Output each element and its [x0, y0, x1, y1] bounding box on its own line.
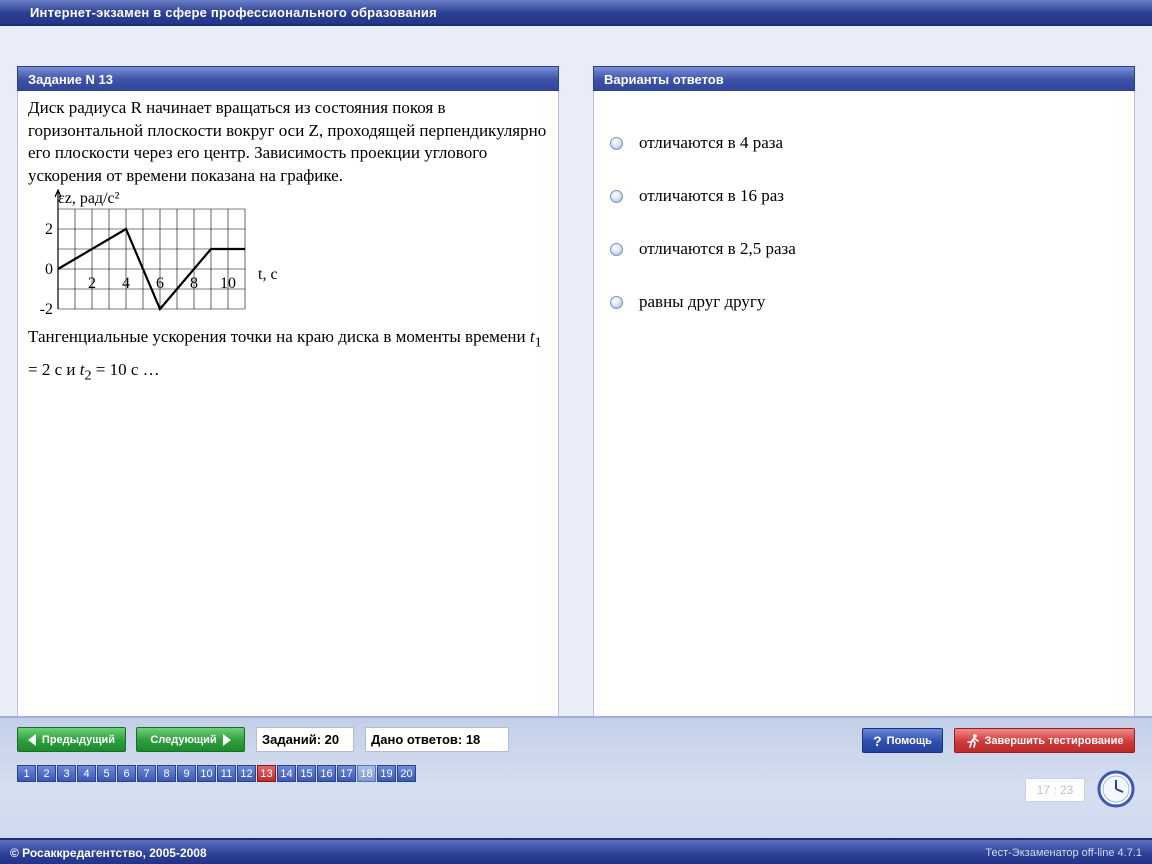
- copyright: © Росаккредагентство, 2005-2008: [10, 846, 207, 860]
- version: Тест-Экзаменатор off-line 4.7.1: [985, 847, 1142, 859]
- radio-button[interactable]: [610, 296, 623, 309]
- answers-count: Дано ответов: 18: [365, 727, 509, 752]
- t1-value: = 2 с и: [28, 360, 80, 380]
- question-number-5[interactable]: 5: [97, 765, 116, 782]
- question-navigation: [17, 765, 417, 782]
- answer-option-3[interactable]: [610, 238, 796, 260]
- question-number-6[interactable]: 6: [117, 765, 136, 782]
- main-area: [0, 26, 1152, 716]
- chart-axes: [55, 190, 61, 309]
- question-number-2[interactable]: 2: [37, 765, 56, 782]
- prev-button-label: Предыдущий: [41, 733, 116, 746]
- x-tick-label: 2: [88, 275, 96, 292]
- question-number-9[interactable]: 9: [177, 765, 196, 782]
- x-tick-label: 6: [156, 275, 164, 292]
- tasks-count: Заданий: 20: [256, 727, 354, 752]
- answer-option-label: отличаются в 16 раз: [639, 186, 784, 205]
- next-button-label: Следующий: [150, 733, 217, 746]
- question-text: Диск радиуса R начинает вращаться из состояния покоя в горизонтальной плоскости вокруг оси Z, проходящей перпендикулярно его плоскости через его центр. Зависимость проекции углового ускорения от времени показана на графике.: [28, 98, 547, 185]
- chart-ticks: [40, 221, 236, 318]
- help-icon: ?: [873, 732, 882, 749]
- question-number-14[interactable]: 14: [277, 765, 296, 782]
- question-number-11[interactable]: 11: [217, 765, 236, 782]
- task-panel: [17, 66, 559, 723]
- runner-icon: [966, 734, 980, 748]
- answers-panel: [593, 66, 1135, 723]
- question-number-3[interactable]: 3: [57, 765, 76, 782]
- chart-grid: [58, 209, 245, 309]
- clock-icon: [1097, 770, 1135, 808]
- t1-subscript: 1: [534, 334, 542, 351]
- answers-panel-header: [593, 66, 1135, 91]
- y-tick-label: 0: [45, 261, 53, 278]
- y-tick-label: 2: [45, 221, 53, 238]
- chart-xlabel: t, с: [258, 266, 278, 283]
- radio-button[interactable]: [610, 137, 623, 150]
- question-number-7[interactable]: 7: [137, 765, 156, 782]
- answer-option-label: отличаются в 2,5 раза: [639, 239, 796, 258]
- question-text-2: [28, 323, 548, 390]
- answer-option-4[interactable]: [610, 291, 765, 313]
- arrow-left-icon: [28, 734, 36, 746]
- question-number-20[interactable]: 20: [397, 765, 416, 782]
- answer-option-1[interactable]: [610, 132, 783, 154]
- question-number-13[interactable]: 13: [257, 765, 276, 782]
- question-text-2-prefix: Тангенциальные ускорения точки на краю диска в моменты времени: [28, 327, 530, 346]
- window-title: Интернет-экзамен в сфере профессионального образования: [30, 5, 437, 20]
- x-tick-label: 4: [122, 275, 130, 292]
- title-bar: [0, 0, 1152, 26]
- question-number-8[interactable]: 8: [157, 765, 176, 782]
- answer-option-label: отличаются в 4 раза: [639, 133, 784, 152]
- t2-value: = 10 с …: [91, 360, 160, 380]
- task-title: Задание N 13: [28, 72, 114, 87]
- question-number-12[interactable]: 12: [237, 765, 256, 782]
- prev-button[interactable]: [17, 727, 126, 752]
- question-number-18[interactable]: 18: [357, 765, 376, 782]
- x-tick-label: 8: [190, 275, 198, 292]
- acceleration-chart: [28, 189, 288, 319]
- t2-subscript: 2: [84, 367, 92, 384]
- question-number-16[interactable]: 16: [317, 765, 336, 782]
- question-number-17[interactable]: 17: [337, 765, 356, 782]
- next-button[interactable]: [136, 727, 245, 752]
- x-tick-label: 10: [220, 275, 236, 292]
- arrow-right-icon: [223, 734, 231, 746]
- radio-button[interactable]: [610, 243, 623, 256]
- question-number-19[interactable]: 19: [377, 765, 396, 782]
- finish-test-button-label: Завершить тестирование: [984, 734, 1124, 747]
- question-number-15[interactable]: 15: [297, 765, 316, 782]
- answer-option-label: равны друг другу: [639, 292, 766, 311]
- task-panel-header: [17, 66, 559, 91]
- answers-title: Варианты ответов: [604, 72, 724, 87]
- chart-ylabel: εz, рад/с²: [58, 190, 120, 207]
- question-number-10[interactable]: 10: [197, 765, 216, 782]
- t2-variable: t: [79, 360, 85, 380]
- finish-test-button[interactable]: [954, 728, 1135, 753]
- help-button[interactable]: [862, 728, 943, 753]
- answer-option-2[interactable]: [610, 185, 784, 207]
- timer: 17 : 23: [1025, 778, 1085, 802]
- help-button-label: Помощь: [886, 734, 932, 747]
- radio-button[interactable]: [610, 190, 623, 203]
- footer-bar: [0, 838, 1152, 864]
- question-number-4[interactable]: 4: [77, 765, 96, 782]
- question-number-1[interactable]: 1: [17, 765, 36, 782]
- y-tick-label: -2: [39, 301, 53, 318]
- t1-variable: t: [529, 327, 535, 346]
